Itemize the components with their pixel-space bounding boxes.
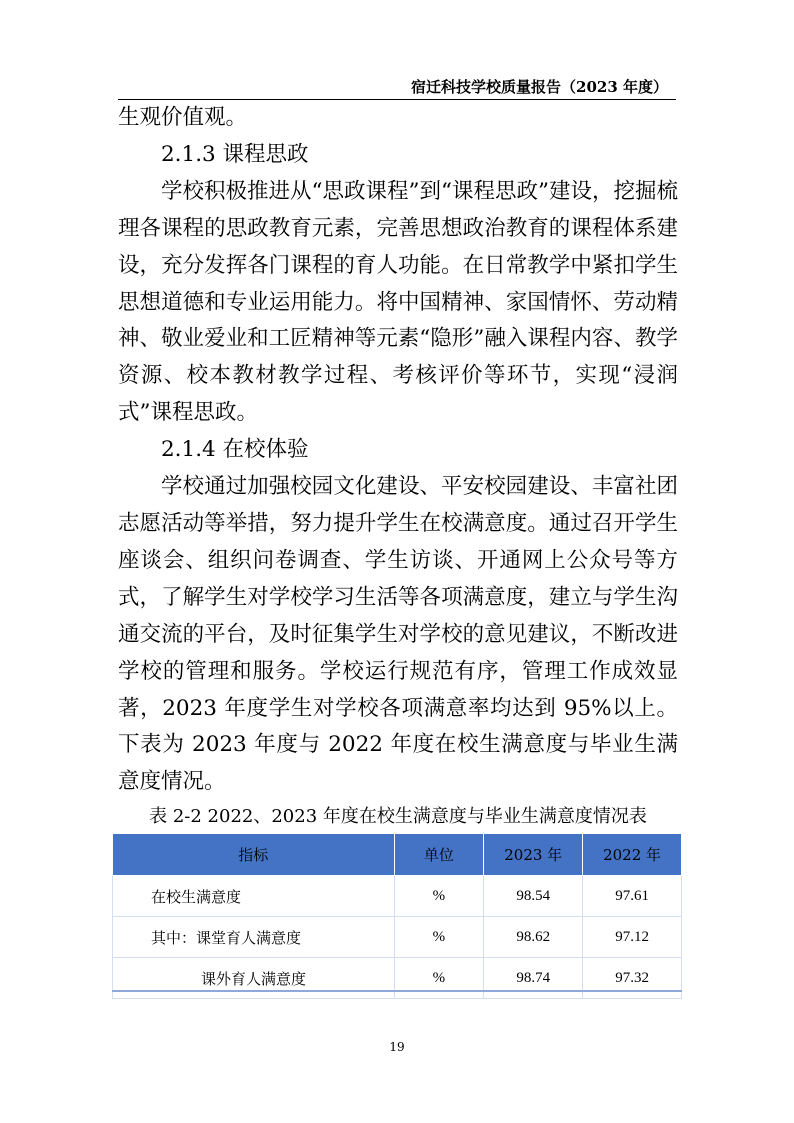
running-header: 宿迁科技学校质量报告（2023 年度） xyxy=(411,78,668,96)
table-header-row xyxy=(113,834,682,876)
row-unit: % xyxy=(394,876,484,917)
row-unit: % xyxy=(394,958,484,999)
header-unit: 单位 xyxy=(394,834,484,876)
row-value-2022: 97.12 xyxy=(583,917,682,958)
body-text xyxy=(118,100,678,801)
row-value-2023: 98.74 xyxy=(484,958,583,999)
paragraph-course-ideology: 学校积极推进从“思政课程”到“课程思政”建设，挖掘梳理各课程的思政教育元素，完善思想政治教育的课程体系建设，充分发挥各门课程的育人功能。在日常教学中紧扣学生思想道德和专业运用能力。将中国精神、家国情怀、劳动精神、敬业爱业和工匠精神等元素“隐形”融入课程内容、教学资源、校本教材教学过程、考核评价等环节，实现“浸润式”课程思政。 xyxy=(118,178,678,426)
table-bottom-rule xyxy=(112,990,682,992)
row-value-2022: 97.61 xyxy=(583,876,682,917)
row-name: 其中：课堂育人满意度 xyxy=(113,917,395,958)
page-number: 19 xyxy=(389,1040,405,1054)
row-value-2023: 98.62 xyxy=(484,917,583,958)
row-unit: % xyxy=(394,917,484,958)
table-row xyxy=(113,917,682,958)
row-value-2023: 98.54 xyxy=(484,876,583,917)
table-row xyxy=(113,876,682,917)
header-2022: 2022 年 xyxy=(583,834,682,876)
satisfaction-table xyxy=(112,833,682,999)
row-name: 课外育人满意度 xyxy=(113,958,395,999)
table-caption: 表 2-2 2022、2023 年度在校生满意度与毕业生满意度情况表 xyxy=(149,806,647,827)
section-heading-2-1-3: 2.1.3 课程思政 xyxy=(161,141,309,167)
section-heading-2-1-4: 2.1.4 在校体验 xyxy=(161,437,309,463)
paragraph-campus-experience: 学校通过加强校园文化建设、平安校园建设、丰富社团志愿活动等举措，努力提升学生在校满意度。通过召开学生座谈会、组织问卷调查、学生访谈、开通网上公众号等方式，了解学生对学校学习生活等各项满意度，建立与学生沟通交流的平台，及时征集学生对学校的意见建议，不断改进学校的管理和服务。学校运行规范有序，管理工作成效显著，2023 年度学生对学校各项满意率均达到 95%以上。下表为 2023 年度与 2022 年度在校生满意度与毕业生满意度情况。 xyxy=(118,474,678,795)
header-2023: 2023 年 xyxy=(484,834,583,876)
table-row xyxy=(113,958,682,999)
paragraph-continuation: 生观价值观。 xyxy=(118,105,248,130)
row-value-2022: 97.32 xyxy=(583,958,682,999)
row-name: 在校生满意度 xyxy=(113,876,395,917)
header-indicator: 指标 xyxy=(113,834,395,876)
